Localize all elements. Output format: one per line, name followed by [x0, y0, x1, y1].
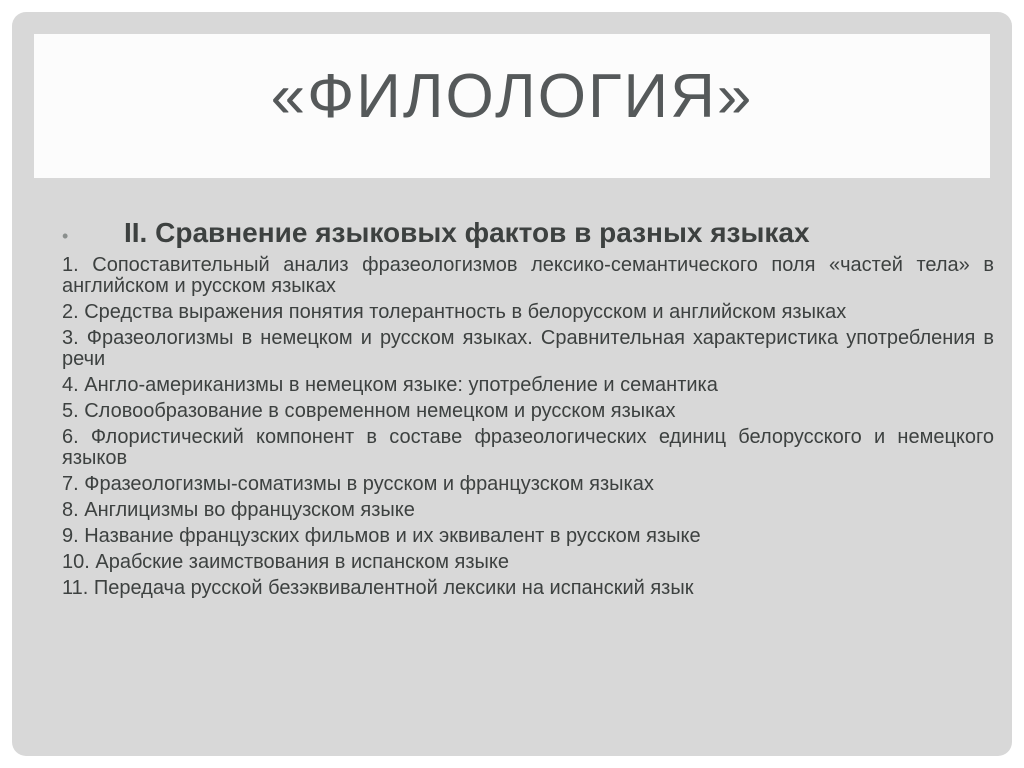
slide-content — [62, 217, 994, 604]
list-item: 5. Словообразование в современном немецком и русском языках — [62, 400, 676, 422]
heading-row — [62, 217, 994, 249]
list-item: 3. Фразеологизмы в немецком и русском языках. Сравнительная характеристика употребления в речи — [62, 327, 994, 370]
slide-title: «ФИЛОЛОГИЯ» — [270, 61, 754, 131]
list-item: 2. Средства выражения понятия толерантность в белорусском и английском языках — [62, 301, 847, 323]
list-item: 9. Название французских фильмов и их эквивалент в русском языке — [62, 525, 701, 547]
topic-list — [62, 255, 994, 599]
list-item: 6. Флористический компонент в составе фразеологических единиц белорусского и немецкого языков — [62, 426, 994, 469]
list-item: 7. Фразеологизмы-соматизмы в русском и французском языках — [62, 473, 654, 495]
list-item: 11. Передача русской безэквивалентной лексики на испанский язык — [62, 577, 694, 599]
bullet-icon: • — [62, 226, 69, 246]
slide — [12, 12, 1012, 756]
list-item: 10. Арабские заимствования в испанском языке — [62, 551, 510, 573]
list-item: 1. Сопоставительный анализ фразеологизмов лексико-семантического поля «частей тела» в английском и русском языках — [62, 254, 994, 297]
section-heading: II. Сравнение языковых фактов в разных языках — [124, 217, 810, 248]
title-box — [34, 34, 990, 178]
list-item: 4. Англо-американизмы в немецком языке: употребление и семантика — [62, 374, 718, 396]
list-item: 8. Англицизмы во французском языке — [62, 499, 415, 521]
